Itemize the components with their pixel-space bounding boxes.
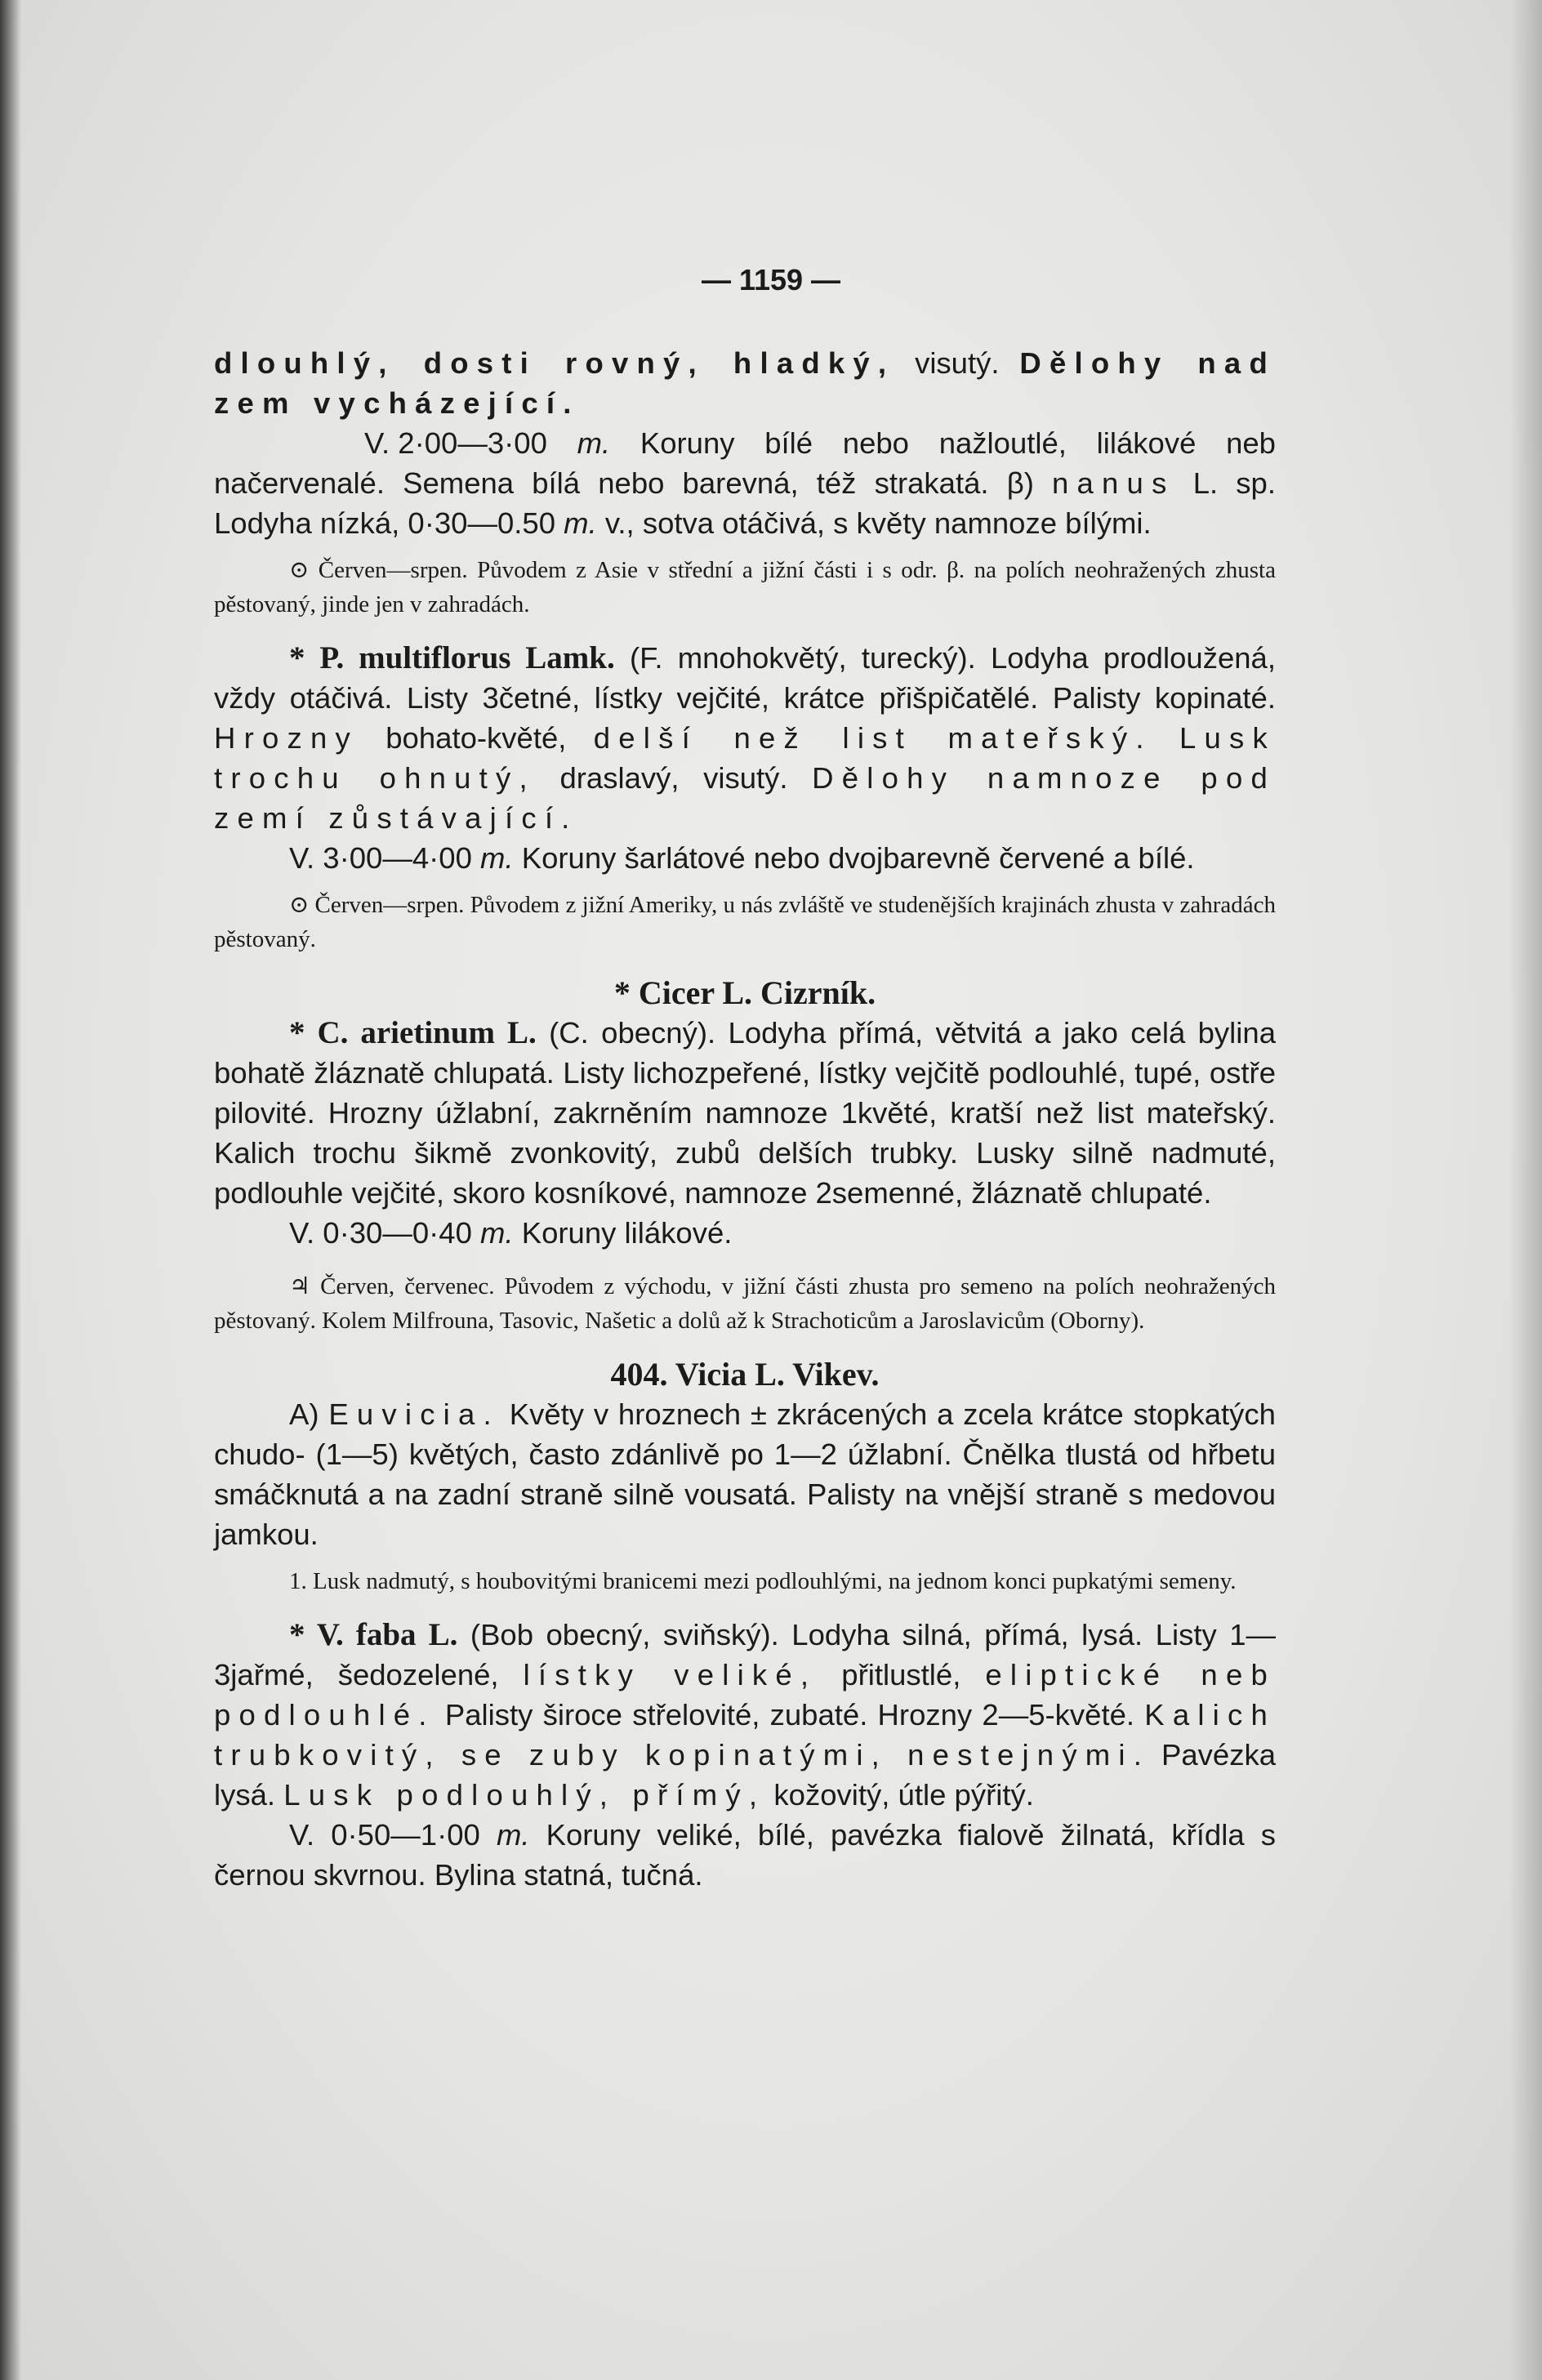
variety-name: nanus	[1052, 466, 1175, 500]
genus-heading-vicia: 404. Vicia L. Vikev.	[610, 1356, 880, 1393]
note-origin-asia: ⊙ Červen—srpen. Původem z Asie v střední a jižní části i s odr. β. na polích neohražených zhusta pěstovaný, jinde jen v zahradách.	[214, 557, 1276, 617]
species-name: * P. multiflorus Lamk.	[289, 640, 615, 675]
spaced-phrase: Dělohy nad zem vycházející.	[214, 346, 1276, 420]
paragraph-size-cicer: V. 0·30—0·40 m. Koruny lilákové.	[289, 1216, 733, 1250]
section-euvicia: A) Euvicia. Květy v hroznech ± zkrácených a zcela krátce stopkatých chudo- (1—5) květých, často zdánlivě po 1—2 úžlabní. Čnělka tlustá od hřbetu smáčknutá a na zadní straně silně vousatá. Palisty na vnější straně s medovou jamkou.	[214, 1397, 1276, 1551]
note-origin-america: ⊙ Červen—srpen. Původem z jižní Ameriky, u nás zvláště ve studenějších krajinách zhusta v zahradách pěstovaný.	[214, 892, 1276, 952]
species-phaseolus-multiflorus: * P. multiflorus Lamk. (F. mnohokvětý, turecký). Lodyha prodloužená, vždy otáčivá. Listy 3četné, lístky vejčité, krátce přišpičatělé. Palisty kopinaté. Hrozny bohato-květé, delší než list mateřský. Lusk trochu ohnutý, draslavý, visutý. Dělohy namnoze pod zemí zůstávající.	[214, 640, 1276, 835]
species-name: * C. arietinum L.	[289, 1015, 537, 1050]
section-name: Euvicia.	[328, 1397, 500, 1431]
page-number: — 1159 —	[701, 263, 841, 296]
page-edge-right	[1509, 0, 1542, 2380]
page-body	[214, 343, 1276, 1895]
page-edge-left	[0, 0, 21, 2380]
genus-heading-cicer: * Cicer L. Cizrník.	[613, 974, 876, 1011]
note-origin-east: ♃ Červen, červenec. Původem z východu, v jižní části zhusta pro semeno na polích neohražených pěstovaný. Kolem Milfrouna, Tasovic, Našetic a dolů až k Strachoticům a Jaroslavicům (Oborny).	[214, 1273, 1276, 1334]
paragraph-fruit-description: dlouhlý, dosti rovný, hladký, visutý. Dělohy nad zem vycházející.	[214, 346, 1276, 420]
spaced-phrase: dlouhlý, dosti rovný, hladký,	[214, 346, 895, 380]
species-cicer-arietinum: * C. arietinum L. (C. obecný). Lodyha přímá, větvitá a jako celá bylina bohatě žláznatě chlupatá. Listy lichozpeřené, lístky vejčitě podlouhlé, tupé, ostře pilovité. Hrozny úžlabní, zakrněním namnoze 1květé, kratší než list mateřský. Kalich trochu šikmě zvonkovitý, zubů delších trubky. Lusky silně nadmuté, podlouhle vejčité, skoro kosníkové, namnoze 2semenné, žláznatě chlupaté.	[214, 1015, 1276, 1210]
species-vicia-faba: * V. faba L. (Bob obecný, sviňský). Lodyha silná, přímá, lysá. Listy 1—3jařmé, šedozelené, lístky veliké, přitlustlé, eliptické neb podlouhlé. Palisty široce střelovité, zubaté. Hrozny 2—5-květé. Kalich trubkovitý, se zuby kopinatými, nestejnými. Pavézka lysá. Lusk podlouhlý, přímý, kožovitý, útle pýřitý.	[214, 1617, 1276, 1812]
paragraph-size-multiflorus: V. 3·00—4·00 m. Koruny šarlátové nebo dvojbarevně červené a bílé.	[289, 841, 1195, 875]
species-name: * V. faba L.	[289, 1617, 458, 1652]
paragraph-size-colors: V. 2·00—3·00 m. Koruny bílé nebo nažloutlé, lilákové neb načervenalé. Semena bílá nebo barevná, též strakatá. β) nanus L. sp. Lodyha nízká, 0·30—0.50 m. v., sotva otáčivá, s květy namnoze bílými.	[214, 426, 1276, 540]
key-item-1: 1. Lusk nadmutý, s houbovitými branicemi mezi podlouhlými, na jednom konci pupkatými semeny.	[289, 1568, 1237, 1594]
paragraph-size-faba: V. 0·50—1·00 m. Koruny veliké, bílé, pavézka fialově žilnatá, křídla s černou skvrnou. Bylina statná, tučná.	[214, 1818, 1276, 1892]
